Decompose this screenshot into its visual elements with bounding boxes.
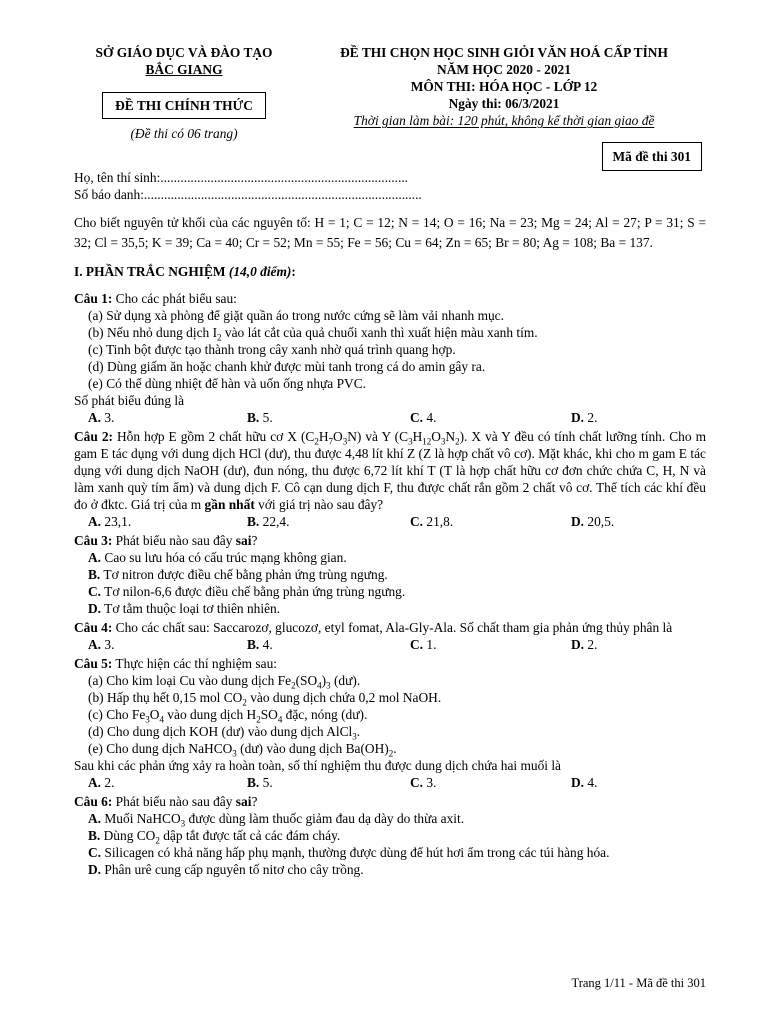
question-label: Câu 4: [74,620,113,635]
issuer-block [74,44,294,142]
question-stem: Cho các chất sau: Saccarozơ, glucozơ, etyl fomat, Ala-Gly-Ala. Số chất tham gia phản ứng thủy phân là [112,620,673,635]
option-key: C. [410,775,424,790]
statement-a: (a) Sử dụng xà phòng để giặt quần áo trong nước cứng sẽ làm vải nhanh mục. [88,308,504,323]
statement-b [74,324,706,341]
section-colon: : [291,264,296,279]
statement-e: (e) Có thể dùng nhiệt để hàn và uốn ống nhựa PVC. [88,376,366,391]
option-a[interactable] [88,513,247,530]
statement-text: (d) Cho dung dịch KOH (dư) vào dung dịch AlCl [88,724,353,739]
question-label: Câu 5: [74,656,113,671]
option-text: 4. [262,637,273,652]
statement-text: (c) Cho Fe [88,707,146,722]
option-key: B. [247,637,260,652]
subscript: 3 [326,680,331,691]
stem-text: H [318,429,329,444]
option-c[interactable] [410,409,571,426]
option-a[interactable] [74,810,706,827]
option-key: C. [410,410,424,425]
option-key: A. [88,514,102,529]
subscript: 2 [242,697,247,708]
question-label: Câu 1: [74,291,113,306]
section-title [74,263,706,280]
option-key: B. [247,775,260,790]
department-name: SỞ GIÁO DỤC VÀ ĐÀO TẠO [95,45,273,60]
exam-title-block [302,44,706,129]
stem-text: ? [251,533,258,548]
subscript: 3 [180,818,186,829]
option-key: C. [410,514,424,529]
subscript: 3 [352,731,357,742]
statement-b [74,689,706,706]
subscript: 12 [422,436,432,447]
subscript: 2 [256,714,261,725]
option-text: 2. [104,775,115,790]
candidate-info [74,169,706,203]
statement-text: (dư). [330,673,361,688]
option-text: Tơ nitron được điều chế bằng phản ứng trùng ngưng. [103,567,388,582]
subscript: 3 [145,714,150,725]
stem-text: N) và Y (C [347,429,409,444]
option-b[interactable] [247,409,410,426]
stem-text: Phát biểu nào sau đây [112,794,236,809]
option-text: Tơ nilon-6,6 được điều chế bằng phản ứng trùng ngưng. [104,584,406,599]
subscript: 3 [342,436,348,447]
option-key: C. [410,637,424,652]
option-text: được dùng làm thuốc giảm đau dạ dày do thừa axit. [185,811,465,826]
statement-text: (b) Hấp thụ hết 0,15 mol CO [88,690,243,705]
stem-text: O [431,429,441,444]
option-text: Muối NaHCO [104,811,181,826]
answer-options [74,636,706,653]
option-a[interactable] [88,409,247,426]
answer-options [74,409,706,426]
question-label: Câu 2: [74,429,113,444]
option-key: A. [88,637,102,652]
question-tail: Số phát biểu đúng là [74,393,185,408]
statement-text: ) [321,673,327,688]
option-text: 5. [262,410,273,425]
option-text: 5. [262,775,273,790]
option-a[interactable] [88,774,247,791]
option-a[interactable] [88,636,247,653]
option-text: 2. [587,637,598,652]
statement-d [74,723,706,740]
option-c[interactable] [74,844,706,861]
atomic-masses-note: Cho biết nguyên tử khối của các nguyên tố: H = 1; C = 12; N = 14; O = 16; Na = 23; Mg = 24; Al = 27; P = 31; S = 32; Cl = 35,5; K = 39; Ca = 40; Cr = 52; Mn = 55; Fe = 56; Cu = 64; Zn = 65; Br = 80; Ag = 108; Ba = 137. [74,215,706,250]
subscript: 2 [155,835,160,846]
page-count-note: (Đề thi có 06 trang) [130,126,238,141]
exam-title: ĐỀ THI CHỌN HỌC SINH GIỎI VĂN HOÁ CẤP TỈNH [340,45,668,60]
option-text: Cao su lưu hóa có cấu trúc mạng không gian. [104,550,347,565]
option-text: 1. [426,637,437,652]
subscript: 7 [328,436,334,447]
page-footer: Trang 1/11 - Mã đề thi 301 [571,976,706,990]
option-key: D. [88,862,102,877]
statement-text: . [356,724,361,739]
subscript: 3 [440,436,446,447]
option-b[interactable] [247,636,410,653]
subscript: 3 [408,436,413,447]
option-a[interactable] [74,549,706,566]
question-tail: Sau khi các phản ứng xảy ra hoàn toàn, số thí nghiệm thu được dung dịch chứa hai muối là [74,758,561,773]
option-key: C. [88,584,102,599]
stem-text: N [445,429,456,444]
stem-text: Hỗn hợp E gồm 2 chất hữu cơ X (C [112,429,315,444]
option-text: Phân urê cung cấp nguyên tố nitơ cho cây trồng. [104,862,364,877]
option-d[interactable] [571,513,614,530]
option-c[interactable] [410,636,571,653]
option-b[interactable] [74,827,706,844]
statement-text: (a) Cho kim loại Cu vào dung dịch Fe [88,673,292,688]
option-key: B. [247,514,260,529]
subscript: 4 [277,714,283,725]
question-2 [74,428,706,530]
option-d[interactable] [571,409,597,426]
option-text: 3. [426,775,437,790]
option-key: D. [571,514,585,529]
statement-c [74,706,706,723]
option-text: 3. [104,410,115,425]
school-year: NĂM HỌC 2020 - 2021 [437,62,571,77]
option-text: 22,4. [262,514,290,529]
section-points: (14,0 điểm) [228,264,292,279]
option-b[interactable] [247,774,410,791]
stem-text: O [333,429,343,444]
question-label: Câu 6: [74,794,113,809]
question-5 [74,655,706,791]
emphasis: gần nhất [204,497,255,512]
subscript: 2 [455,436,460,447]
option-text: Silicagen có khả năng hấp phụ mạnh, thường được dùng để hút hơi ẩm trong các túi hàng hóa. [104,845,610,860]
question-stem [74,428,706,513]
option-key: A. [88,550,102,565]
option-key: D. [571,637,585,652]
stem-text: với giá trị nào sau đây? [254,497,384,512]
question-3 [74,532,706,617]
subscript: 4 [317,680,322,691]
answer-options [74,774,706,791]
statement-text: đặc, nóng (dư). [282,707,368,722]
statement-text: (e) Cho dung dịch NaHCO [88,741,233,756]
question-4 [74,619,706,653]
option-c[interactable] [410,513,571,530]
statement-text: vào lát cắt của quả chuối xanh thì xuất hiện màu xanh tím. [221,325,538,340]
option-c[interactable] [74,583,706,600]
option-text: 20,5. [587,514,615,529]
province-name: BẮC GIANG [145,62,223,77]
section-title-text: I. PHẦN TRẮC NGHIỆM [74,264,226,279]
option-key: B. [247,410,260,425]
option-key: B. [88,567,101,582]
emphasis: sai [235,533,252,548]
exam-subject: MÔN THI: HÓA HỌC - LỚP 12 [410,79,598,94]
option-key: C. [88,845,102,860]
option-text: Dùng CO [103,828,156,843]
subscript: 2 [388,748,394,759]
exam-date: Ngày thi: 06/3/2021 [448,96,560,111]
option-text: dập tắt được tất cả các đám cháy. [159,828,341,843]
question-6 [74,793,706,878]
stem-text: Phát biểu nào sau đây [112,533,236,548]
official-exam-label: ĐỀ THI CHÍNH THỨC [102,92,266,119]
statement-text: O [149,707,160,722]
subscript: 3 [232,748,237,759]
option-key: A. [88,811,102,826]
option-b[interactable] [74,566,706,583]
statement-text: (SO [295,673,318,688]
option-text: 4. [426,410,437,425]
statement-text: (dư) vào dung dịch Ba(OH) [236,741,389,756]
stem-text: ). X và Y đều có tính chất lưỡng tính. Cho m gam E tác dụng với dung dịch HCl (dư), thu được 4,48 lít khí Z (Z là hợp chất vô cơ). Mặt khác, khi cho m gam E tác dụng với dung dịch NaOH (dư), đun nóng, thu được 6,72 lít khí T (T là hợp chất hữu cơ đơn chức chứa C, H, N và làm xanh quỳ tím ẩm) và dung dịch F. Cô cạn dung dịch F, thu được chất rắn gồm 2 chất vô cơ. Thể tích các khí đều đo ở đktc. Giá trị của m [74,429,706,512]
option-text: 21,8. [426,514,454,529]
emphasis: sai [235,794,252,809]
option-c[interactable] [410,774,571,791]
statement-c: (c) Tinh bột được tạo thành trong cây xanh nhờ quá trình quang hợp. [88,342,456,357]
question-label: Câu 3: [74,533,113,548]
statement-d: (d) Dùng giấm ăn hoặc chanh khử được mùi tanh trong cá do amin gây ra. [88,359,486,374]
option-key: A. [88,775,102,790]
statement-a [74,672,706,689]
option-d[interactable] [571,774,597,791]
subscript: 2 [217,332,222,343]
question-1 [74,290,706,426]
statement-text: SO [260,707,278,722]
exam-header [74,40,706,164]
candidate-id-field: Số báo danh:................................................................................... [74,187,422,202]
option-key: D. [571,775,585,790]
option-text: 23,1. [104,514,132,529]
subscript: 2 [314,436,319,447]
candidate-name-field: Họ, tên thí sinh:.......................................................................... [74,170,409,185]
option-text: 4. [587,775,598,790]
option-key: D. [88,601,102,616]
option-d[interactable] [74,600,706,617]
option-text: Tơ tằm thuộc loại tơ thiên nhiên. [104,601,281,616]
answer-options [74,513,706,530]
exam-code-badge: Mã đề thi 301 [602,142,702,171]
subscript: 2 [291,680,296,691]
question-stem: Cho các phát biểu sau: [112,291,237,306]
statement-text: (b) Nếu nhỏ dung dịch I [88,325,218,340]
option-text: 3. [104,637,115,652]
exam-page [74,40,706,878]
stem-text: ? [251,794,258,809]
option-key: A. [88,410,102,425]
option-text: 2. [587,410,598,425]
stem-text: H [412,429,423,444]
option-d[interactable] [571,636,597,653]
statement-text: vào dung dịch H [163,707,257,722]
statement-text: vào dung dịch chứa 0,2 mol NaOH. [246,690,442,705]
option-key: B. [88,828,101,843]
statement-text: . [393,741,397,756]
exam-duration: Thời gian làm bài: 120 phút, không kể thời gian giao đề [353,113,655,128]
option-b[interactable] [247,513,410,530]
option-key: D. [571,410,585,425]
statement-e [74,740,706,757]
subscript: 4 [159,714,164,725]
option-d[interactable] [74,861,706,878]
question-stem: Thực hiện các thí nghiệm sau: [112,656,278,671]
